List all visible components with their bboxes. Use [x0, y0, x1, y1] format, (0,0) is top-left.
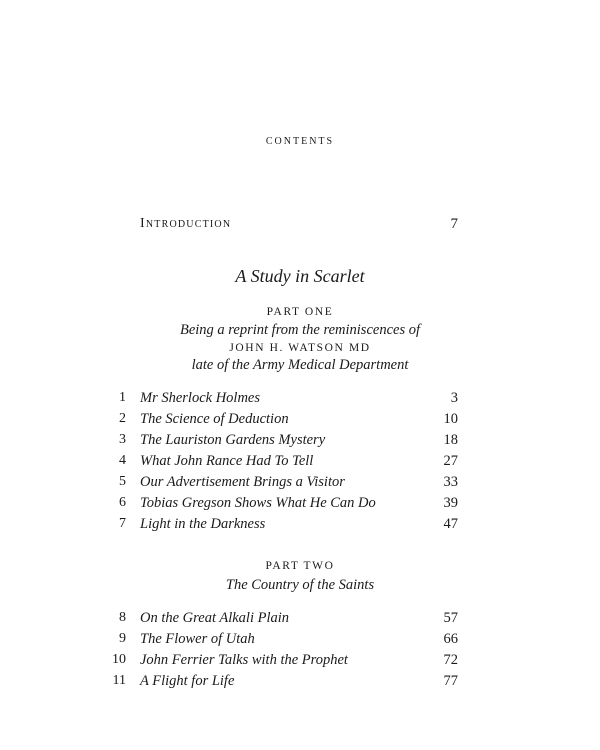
chapter-title: Light in the Darkness [140, 516, 266, 532]
chapter-title: A Flight for Life [140, 673, 235, 689]
toc-row [0, 474, 600, 494]
part-one-label: PART ONE [266, 306, 334, 318]
toc-row [0, 673, 600, 693]
part-one-subtitle-line1: Being a reprint from the reminiscences of [179, 322, 420, 338]
part-one-author: JOHN H. WATSON MD [229, 342, 371, 354]
chapter-number: 1 [119, 390, 126, 405]
chapter-title: Tobias Gregson Shows What He Can Do [140, 495, 376, 511]
chapter-number: 5 [119, 474, 126, 489]
book-title: A Study in Scarlet [235, 266, 365, 286]
chapter-title: The Lauriston Gardens Mystery [140, 432, 326, 448]
chapter-page: 77 [443, 673, 458, 689]
chapter-number: 8 [119, 610, 126, 625]
chapter-title: Mr Sherlock Holmes [140, 390, 261, 406]
chapter-title: On the Great Alkali Plain [140, 610, 290, 626]
chapter-page: 18 [443, 432, 458, 448]
chapter-number: 2 [119, 411, 126, 426]
chapter-number: 6 [119, 495, 126, 510]
toc-row [0, 411, 600, 431]
chapter-page: 72 [443, 652, 458, 668]
toc-row [0, 390, 600, 410]
chapter-page: 39 [443, 495, 458, 511]
chapter-number: 4 [119, 453, 126, 468]
toc-row [0, 516, 600, 536]
chapter-title: The Science of Deduction [140, 411, 289, 427]
toc-introduction-label: Introduction [140, 216, 232, 231]
page-title: contents [265, 133, 335, 148]
toc-row [0, 610, 600, 630]
chapter-number: 11 [112, 673, 126, 688]
chapter-page: 47 [443, 516, 458, 532]
toc-row [0, 631, 600, 651]
part-two-subtitle: The Country of the Saints [225, 577, 375, 593]
toc-row [0, 453, 600, 473]
toc-row [0, 652, 600, 672]
chapter-page: 3 [450, 390, 458, 406]
toc-row [0, 495, 600, 515]
chapter-number: 7 [119, 516, 126, 531]
chapter-page: 33 [443, 474, 458, 490]
part-two-label: PART TWO [265, 560, 335, 572]
chapter-title: John Ferrier Talks with the Prophet [140, 652, 348, 668]
toc-introduction-page: 7 [450, 216, 458, 232]
chapter-number: 9 [119, 631, 126, 646]
chapter-number: 3 [119, 432, 126, 447]
toc-row [0, 432, 600, 452]
part-one-subtitle-line3: late of the Army Medical Department [191, 357, 409, 373]
chapter-title: The Flower of Utah [140, 631, 255, 647]
chapter-number: 10 [112, 652, 126, 667]
chapter-page: 57 [443, 610, 458, 626]
chapter-title: What John Rance Had To Tell [140, 453, 314, 469]
chapter-title: Our Advertisement Brings a Visitor [140, 474, 345, 490]
chapter-page: 66 [443, 631, 458, 647]
chapter-page: 27 [443, 453, 458, 469]
chapter-page: 10 [443, 411, 458, 427]
